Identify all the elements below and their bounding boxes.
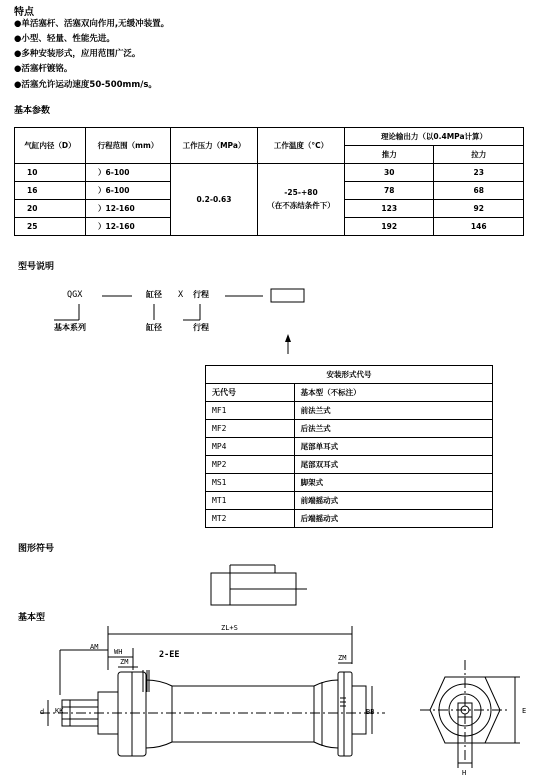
stroke-cell: ）12-160 <box>86 218 171 236</box>
header-push: 推力 <box>345 146 434 164</box>
dim-zm-left: ZM <box>120 658 129 666</box>
code-cell: MP4 <box>206 438 295 456</box>
basic-title: 基本型 <box>18 613 46 623</box>
params-title: 基本参数 <box>14 106 51 116</box>
bore-cell: 16 <box>15 182 86 200</box>
mounting-title: 安装形式代号 <box>206 366 493 384</box>
cylinder-symbol <box>200 560 310 610</box>
stroke-cell: ）12-160 <box>86 200 171 218</box>
header-temp: 工作温度（°C） <box>258 128 345 164</box>
table-row <box>15 164 524 182</box>
bore-cell: 10 <box>15 164 86 182</box>
model-code: QGX <box>67 290 83 300</box>
params-table <box>14 127 524 236</box>
header-force: 理论输出力（以0.4MPa计算） <box>345 128 524 146</box>
code-cell: 无代号 <box>206 384 295 402</box>
pressure-cell: 0.2-0.63 <box>171 164 258 236</box>
stroke-cell: ）6-100 <box>86 182 171 200</box>
code-cell: MT2 <box>206 510 295 528</box>
series-label: 基本系列 <box>54 323 86 332</box>
model-stroke: 行程 <box>193 290 209 299</box>
push-cell: 78 <box>345 182 434 200</box>
desc-cell: 尾部双耳式 <box>294 456 492 474</box>
header-pull: 拉力 <box>434 146 524 164</box>
model-diagram <box>0 270 560 370</box>
dim-ee: 2-EE <box>159 650 180 660</box>
dim-wh: WH <box>114 648 123 656</box>
arrow-up-icon <box>285 334 291 342</box>
feature-item: ●小型、轻量、性能先进。 <box>14 34 115 44</box>
table-row <box>206 438 493 456</box>
dim-e: E <box>522 707 527 715</box>
stroke-label: 行程 <box>193 323 209 332</box>
push-cell: 192 <box>345 218 434 236</box>
pull-cell: 68 <box>434 182 524 200</box>
code-cell: MF2 <box>206 420 295 438</box>
table-row <box>206 456 493 474</box>
feature-item: ●活塞杆镀铬。 <box>14 64 73 74</box>
header-stroke: 行程范围（mm） <box>86 128 171 164</box>
feature-item: ●多种安装形式，应用范围广泛。 <box>14 49 141 59</box>
desc-cell: 后端摇动式 <box>294 510 492 528</box>
push-cell: 30 <box>345 164 434 182</box>
bore-label: 缸径 <box>146 323 162 332</box>
desc-cell: 后法兰式 <box>294 420 492 438</box>
dim-am: AM <box>90 643 99 651</box>
header-pressure: 工作压力（MPa） <box>171 128 258 164</box>
dim-zm-right: ZM <box>338 654 347 662</box>
features-title: 特点 <box>14 7 34 18</box>
dim-zl: ZL+S <box>221 624 238 632</box>
temp-cell <box>258 164 345 236</box>
pull-cell: 146 <box>434 218 524 236</box>
desc-cell: 基本型（不标注） <box>294 384 492 402</box>
desc-cell: 脚架式 <box>294 474 492 492</box>
stroke-cell: ）6-100 <box>86 164 171 182</box>
feature-item: ●单活塞杆、活塞双向作用,无缓冲装置。 <box>14 19 170 29</box>
table-row <box>206 402 493 420</box>
dim-bb: BB <box>366 708 375 716</box>
temp-note: （在不冻结条件下） <box>267 201 335 210</box>
bore-cell: 25 <box>15 218 86 236</box>
dim-d: d <box>40 708 45 716</box>
model-bore: 缸径 <box>146 290 162 299</box>
table-row <box>206 510 493 528</box>
code-cell: MP2 <box>206 456 295 474</box>
model-x: X <box>178 290 184 300</box>
table-row <box>206 384 493 402</box>
code-cell: MF1 <box>206 402 295 420</box>
cylinder-drawing <box>0 620 560 781</box>
pull-cell: 23 <box>434 164 524 182</box>
table-row <box>206 492 493 510</box>
table-row <box>206 420 493 438</box>
dim-h: H <box>462 769 467 777</box>
code-cell: MT1 <box>206 492 295 510</box>
code-cell: MS1 <box>206 474 295 492</box>
desc-cell: 尾部单耳式 <box>294 438 492 456</box>
push-cell: 123 <box>345 200 434 218</box>
desc-cell: 前法兰式 <box>294 402 492 420</box>
table-row <box>206 474 493 492</box>
desc-cell: 前端摇动式 <box>294 492 492 510</box>
feature-item: ●活塞允许运动速度50-500mm/s。 <box>14 80 157 90</box>
temp-value: -25-+80 <box>284 188 318 197</box>
bore-cell: 20 <box>15 200 86 218</box>
model-title: 型号说明 <box>18 262 55 272</box>
dim-kk: KK <box>55 707 64 715</box>
header-bore: 气缸内径（D） <box>15 128 86 164</box>
pull-cell: 92 <box>434 200 524 218</box>
symbol-title: 图形符号 <box>18 544 55 554</box>
mounting-table <box>205 365 493 528</box>
